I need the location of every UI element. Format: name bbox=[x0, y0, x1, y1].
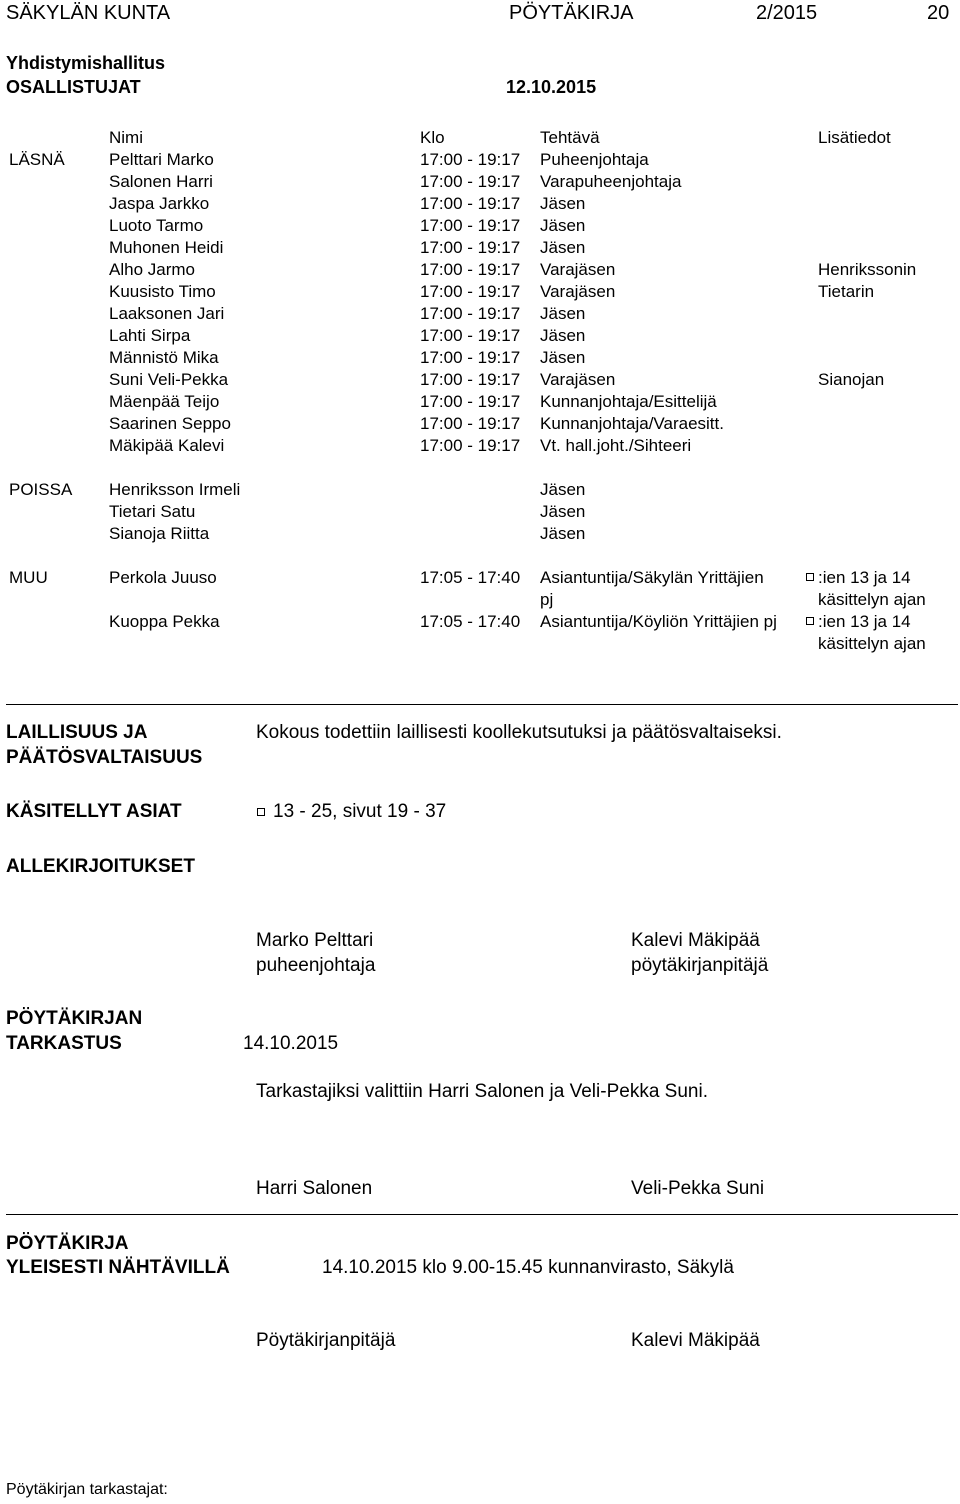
participant-name: Pelttari Marko bbox=[109, 150, 214, 169]
other-info-cont: käsittelyn ajan bbox=[818, 590, 926, 609]
participant-name: Mäkipää Kalevi bbox=[109, 436, 225, 455]
legality-label-cont: PÄÄTÖSVALTAISUUS bbox=[6, 747, 203, 768]
reviewer-left: Harri Salonen bbox=[256, 1178, 373, 1199]
participant-name: Suni Veli-Pekka bbox=[109, 370, 229, 389]
other-info: :ien 13 ja 14 bbox=[818, 568, 911, 587]
page-number: 20 bbox=[927, 2, 950, 24]
participant-role: Jäsen bbox=[540, 216, 586, 235]
participant-role: Jäsen bbox=[540, 348, 586, 367]
absent-role: Jäsen bbox=[540, 524, 586, 543]
participant-role: Varajäsen bbox=[540, 260, 616, 279]
participant-time: 17:00 - 19:17 bbox=[420, 370, 521, 389]
participant-name: Alho Jarmo bbox=[109, 260, 195, 279]
participant-name: Jaspa Jarkko bbox=[109, 194, 210, 213]
secretary-name: Kalevi Mäkipää bbox=[631, 930, 760, 951]
participant-time: 17:00 - 19:17 bbox=[420, 150, 521, 169]
other-time: 17:05 - 17:40 bbox=[420, 568, 521, 587]
public-label-cont: YLEISESTI NÄHTÄVILLÄ bbox=[6, 1257, 230, 1278]
participant-time: 17:00 - 19:17 bbox=[420, 194, 521, 213]
participant-time: 17:00 - 19:17 bbox=[420, 282, 521, 301]
column-time: Klo bbox=[420, 128, 445, 147]
legality-text: Kokous todettiin laillisesti koollekutsutuksi ja päätösvaltaiseksi. bbox=[256, 722, 782, 743]
section-divider bbox=[6, 1214, 958, 1215]
meeting-date: 12.10.2015 bbox=[506, 77, 597, 97]
handled-text: 13 - 25, sivut 19 - 37 bbox=[273, 801, 447, 822]
other-label: MUU bbox=[9, 568, 48, 587]
participant-role: Kunnanjohtaja/Esittelijä bbox=[540, 392, 717, 411]
participant-info: Tietarin bbox=[818, 282, 875, 301]
participant-name: Mäenpää Teijo bbox=[109, 392, 220, 411]
other-name: Perkola Juuso bbox=[109, 568, 217, 587]
participant-role: Jäsen bbox=[540, 238, 586, 257]
handled-label: KÄSITELLYT ASIAT bbox=[6, 801, 182, 822]
chair-title: puheenjohtaja bbox=[256, 955, 376, 976]
participant-name: Lahti Sirpa bbox=[109, 326, 191, 345]
signatures-label: ALLEKIRJOITUKSET bbox=[6, 856, 195, 877]
review-label-cont: TARKASTUS bbox=[6, 1033, 122, 1054]
other-info: :ien 13 ja 14 bbox=[818, 612, 911, 631]
section-divider bbox=[6, 704, 958, 705]
other-info-cont: käsittelyn ajan bbox=[818, 634, 926, 653]
absent-name: Henriksson Irmeli bbox=[109, 480, 241, 499]
absent-role: Jäsen bbox=[540, 480, 586, 499]
participant-time: 17:00 - 19:17 bbox=[420, 392, 521, 411]
other-time: 17:05 - 17:40 bbox=[420, 612, 521, 631]
absent-name: Sianoja Riitta bbox=[109, 524, 210, 543]
checkbox-icon bbox=[257, 808, 265, 816]
reviewer-right: Veli-Pekka Suni bbox=[631, 1178, 765, 1199]
other-role-cont: pj bbox=[540, 590, 554, 609]
participant-time: 17:00 - 19:17 bbox=[420, 172, 521, 191]
participant-time: 17:00 - 19:17 bbox=[420, 348, 521, 367]
review-date: 14.10.2015 bbox=[243, 1033, 339, 1054]
review-text: Tarkastajiksi valittiin Harri Salonen ja Veli-Pekka Suni. bbox=[256, 1081, 708, 1102]
other-role: Asiantuntija/Säkylän Yrittäjien bbox=[540, 568, 764, 587]
participant-name: Muhonen Heidi bbox=[109, 238, 224, 257]
participant-role: Varajäsen bbox=[540, 282, 616, 301]
participants-heading: OSALLISTUJAT bbox=[6, 77, 141, 97]
body-name: Yhdistymishallitus bbox=[6, 53, 166, 73]
column-role: Tehtävä bbox=[540, 128, 600, 147]
participant-role: Jäsen bbox=[540, 326, 586, 345]
public-name: Kalevi Mäkipää bbox=[631, 1330, 760, 1351]
participant-time: 17:00 - 19:17 bbox=[420, 216, 521, 235]
absent-role: Jäsen bbox=[540, 502, 586, 521]
public-role: Pöytäkirjanpitäjä bbox=[256, 1330, 396, 1351]
participant-role: Puheenjohtaja bbox=[540, 150, 649, 169]
reviewers-footer: Pöytäkirjan tarkastajat: bbox=[6, 1481, 168, 1498]
participant-time: 17:00 - 19:17 bbox=[420, 304, 521, 323]
participant-role: Jäsen bbox=[540, 194, 586, 213]
document-type: PÖYTÄKIRJA bbox=[509, 2, 634, 24]
participant-info: Sianojan bbox=[818, 370, 885, 389]
participant-info: Henrikssonin bbox=[818, 260, 917, 279]
legality-label: LAILLISUUS JA bbox=[6, 722, 148, 743]
participant-role: Jäsen bbox=[540, 304, 586, 323]
participant-role: Vt. hall.joht./Sihteeri bbox=[540, 436, 692, 455]
participant-time: 17:00 - 19:17 bbox=[420, 436, 521, 455]
present-label: LÄSNÄ bbox=[9, 150, 65, 169]
checkbox-icon bbox=[806, 573, 814, 581]
participant-name: Luoto Tarmo bbox=[109, 216, 204, 235]
participant-time: 17:00 - 19:17 bbox=[420, 326, 521, 345]
participant-name: Saarinen Seppo bbox=[109, 414, 231, 433]
public-text: 14.10.2015 klo 9.00-15.45 kunnanvirasto, Säkylä bbox=[322, 1257, 734, 1278]
participant-name: Salonen Harri bbox=[109, 172, 213, 191]
participant-name: Kuusisto Timo bbox=[109, 282, 216, 301]
absent-name: Tietari Satu bbox=[109, 502, 196, 521]
checkbox-icon bbox=[806, 617, 814, 625]
review-label: PÖYTÄKIRJAN bbox=[6, 1008, 143, 1029]
participant-name: Laaksonen Jari bbox=[109, 304, 225, 323]
participant-time: 17:00 - 19:17 bbox=[420, 260, 521, 279]
other-role: Asiantuntija/Köyliön Yrittäjien pj bbox=[540, 612, 777, 631]
other-name: Kuoppa Pekka bbox=[109, 612, 220, 631]
participant-role: Varapuheenjohtaja bbox=[540, 172, 682, 191]
participant-time: 17:00 - 19:17 bbox=[420, 238, 521, 257]
participant-role: Kunnanjohtaja/Varaesitt. bbox=[540, 414, 724, 433]
secretary-title: pöytäkirjanpitäjä bbox=[631, 955, 769, 976]
participant-time: 17:00 - 19:17 bbox=[420, 414, 521, 433]
column-info: Lisätiedot bbox=[818, 128, 891, 147]
public-label: PÖYTÄKIRJA bbox=[6, 1233, 129, 1254]
participant-name: Männistö Mika bbox=[109, 348, 219, 367]
municipality-name: SÄKYLÄN KUNTA bbox=[6, 2, 171, 24]
absent-label: POISSA bbox=[9, 480, 73, 499]
document-number: 2/2015 bbox=[756, 2, 818, 24]
chair-name: Marko Pelttari bbox=[256, 930, 374, 951]
column-name: Nimi bbox=[109, 128, 143, 147]
participant-role: Varajäsen bbox=[540, 370, 616, 389]
